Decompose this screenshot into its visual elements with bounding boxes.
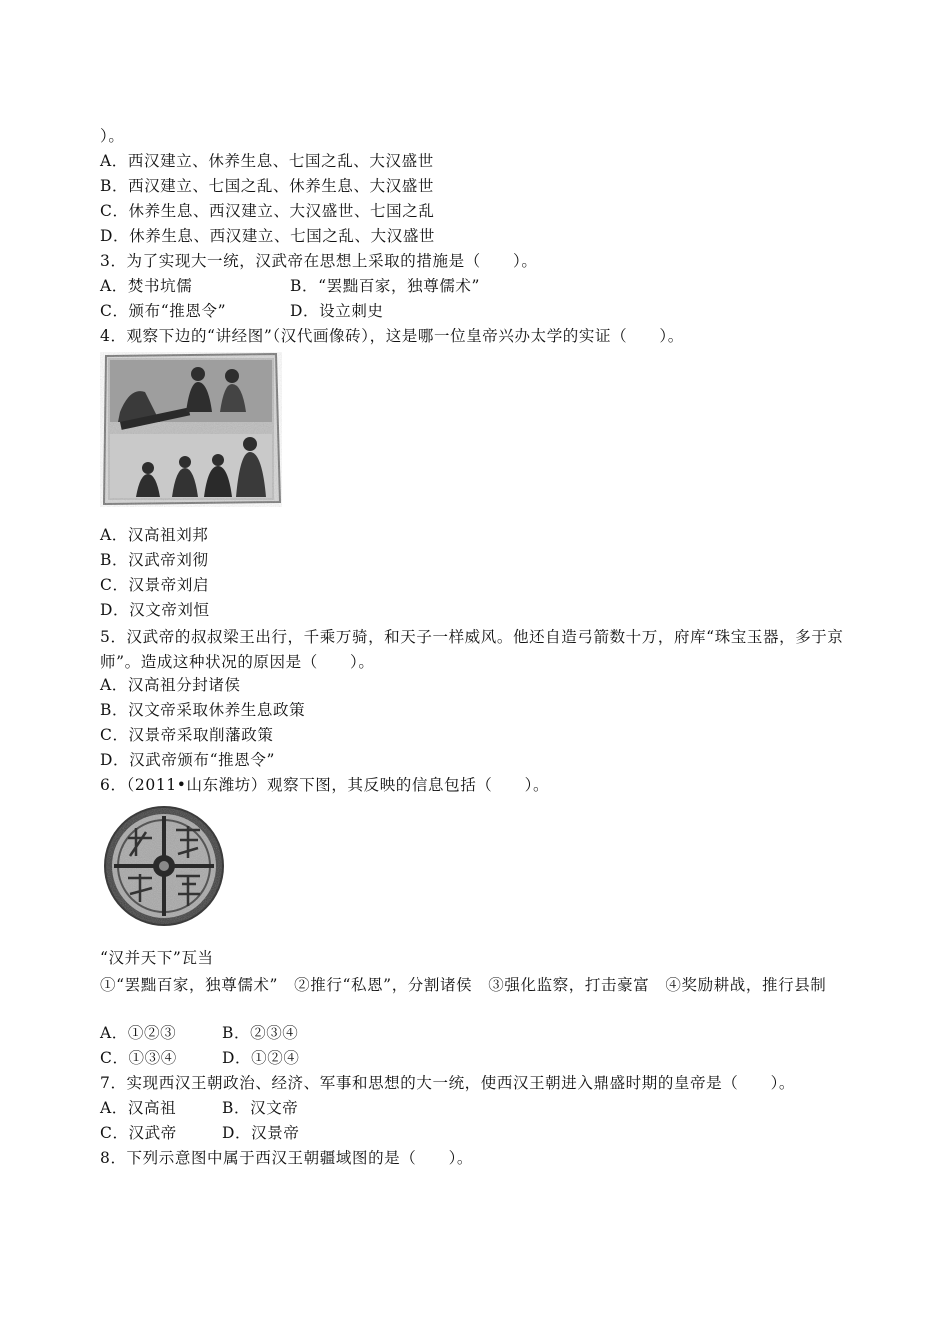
q7-options-row1 xyxy=(100,1098,299,1118)
q2-option-b: B．西汉建立、七国之乱、休养生息、大汉盛世 xyxy=(100,177,434,195)
q5-option-d: D．汉武帝颁布“推恩令” xyxy=(100,751,275,769)
q7-option-d: D．汉景帝 xyxy=(222,1124,300,1142)
q8-stem: 8．下列示意图中属于西汉王朝疆域图的是（ ）。 xyxy=(100,1149,474,1167)
q3-stem: 3．为了实现大一统，汉武帝在思想上采取的措施是（ ）。 xyxy=(100,252,538,270)
q7-stem: 7．实现西汉王朝政治、经济、军事和思想的大一统，使西汉王朝进入鼎盛时期的皇帝是（ ）。 xyxy=(100,1074,796,1092)
q5-option-a: A．汉高祖分封诸侯 xyxy=(100,676,241,694)
q4-option-b: B．汉武帝刘彻 xyxy=(100,551,209,569)
q4-stem: 4．观察下边的“讲经图”（汉代画像砖），这是哪一位皇帝兴办太学的实证（ ）。 xyxy=(100,327,684,345)
q6-option-d: D．①②④ xyxy=(222,1049,300,1067)
q2-option-c: C．休养生息、西汉建立、大汉盛世、七国之乱 xyxy=(100,202,435,220)
q5-option-b: B．汉文帝采取休养生息政策 xyxy=(100,701,306,719)
q6-option-c: C．①③④ xyxy=(100,1049,177,1067)
q5-stem: 5．汉武帝的叔叔梁王出行，千乘万骑，和天子一样威风。他还自造弓箭数十万，府库“珠宝玉器，多于京师”。造成这种状况的原因是（ ）。 xyxy=(100,628,844,671)
q5-option-c: C．汉景帝采取削藩政策 xyxy=(100,726,274,744)
q6-stem: 6．（2011•山东潍坊）观察下图，其反映的信息包括（ ）。 xyxy=(100,776,550,794)
q3-option-c: C．颁布“推恩令” xyxy=(100,302,227,320)
q3-option-d: D．设立刺史 xyxy=(290,302,384,320)
q4-option-a: A．汉高祖刘邦 xyxy=(100,526,209,544)
q3-options-row2 xyxy=(100,301,384,321)
q6-statements: ①“罢黜百家，独尊儒术” ②推行“私恩”，分割诸侯 ③强化监察，打击豪富 ④奖励耕战，推行县制 xyxy=(100,976,827,994)
q7-option-c: C．汉武帝 xyxy=(100,1124,177,1142)
q2-option-d: D．休养生息、西汉建立、七国之乱、大汉盛世 xyxy=(100,227,436,245)
tile-end-image xyxy=(100,804,228,928)
q3-options-row1 xyxy=(100,276,481,296)
line-continuation: ）。 xyxy=(100,127,125,145)
q6-options-row1 xyxy=(100,1023,299,1043)
q3-option-a: A．焚书坑儒 xyxy=(100,277,193,295)
lecture-brick-image xyxy=(100,352,282,507)
q7-option-b: B．汉文帝 xyxy=(222,1099,299,1117)
q6-option-a: A．①②③ xyxy=(100,1024,177,1042)
q7-option-a: A．汉高祖 xyxy=(100,1099,177,1117)
q4-option-c: C．汉景帝刘启 xyxy=(100,576,210,594)
q6-option-b: B．②③④ xyxy=(222,1024,299,1042)
q2-option-a: A．西汉建立、休养生息、七国之乱、大汉盛世 xyxy=(100,152,434,170)
q7-options-row2 xyxy=(100,1123,300,1143)
q6-options-row2 xyxy=(100,1048,300,1068)
q4-option-d: D．汉文帝刘恒 xyxy=(100,601,210,619)
q3-option-b: B．“罢黜百家，独尊儒术” xyxy=(290,277,481,295)
q6-caption: “汉并天下”瓦当 xyxy=(100,949,214,967)
